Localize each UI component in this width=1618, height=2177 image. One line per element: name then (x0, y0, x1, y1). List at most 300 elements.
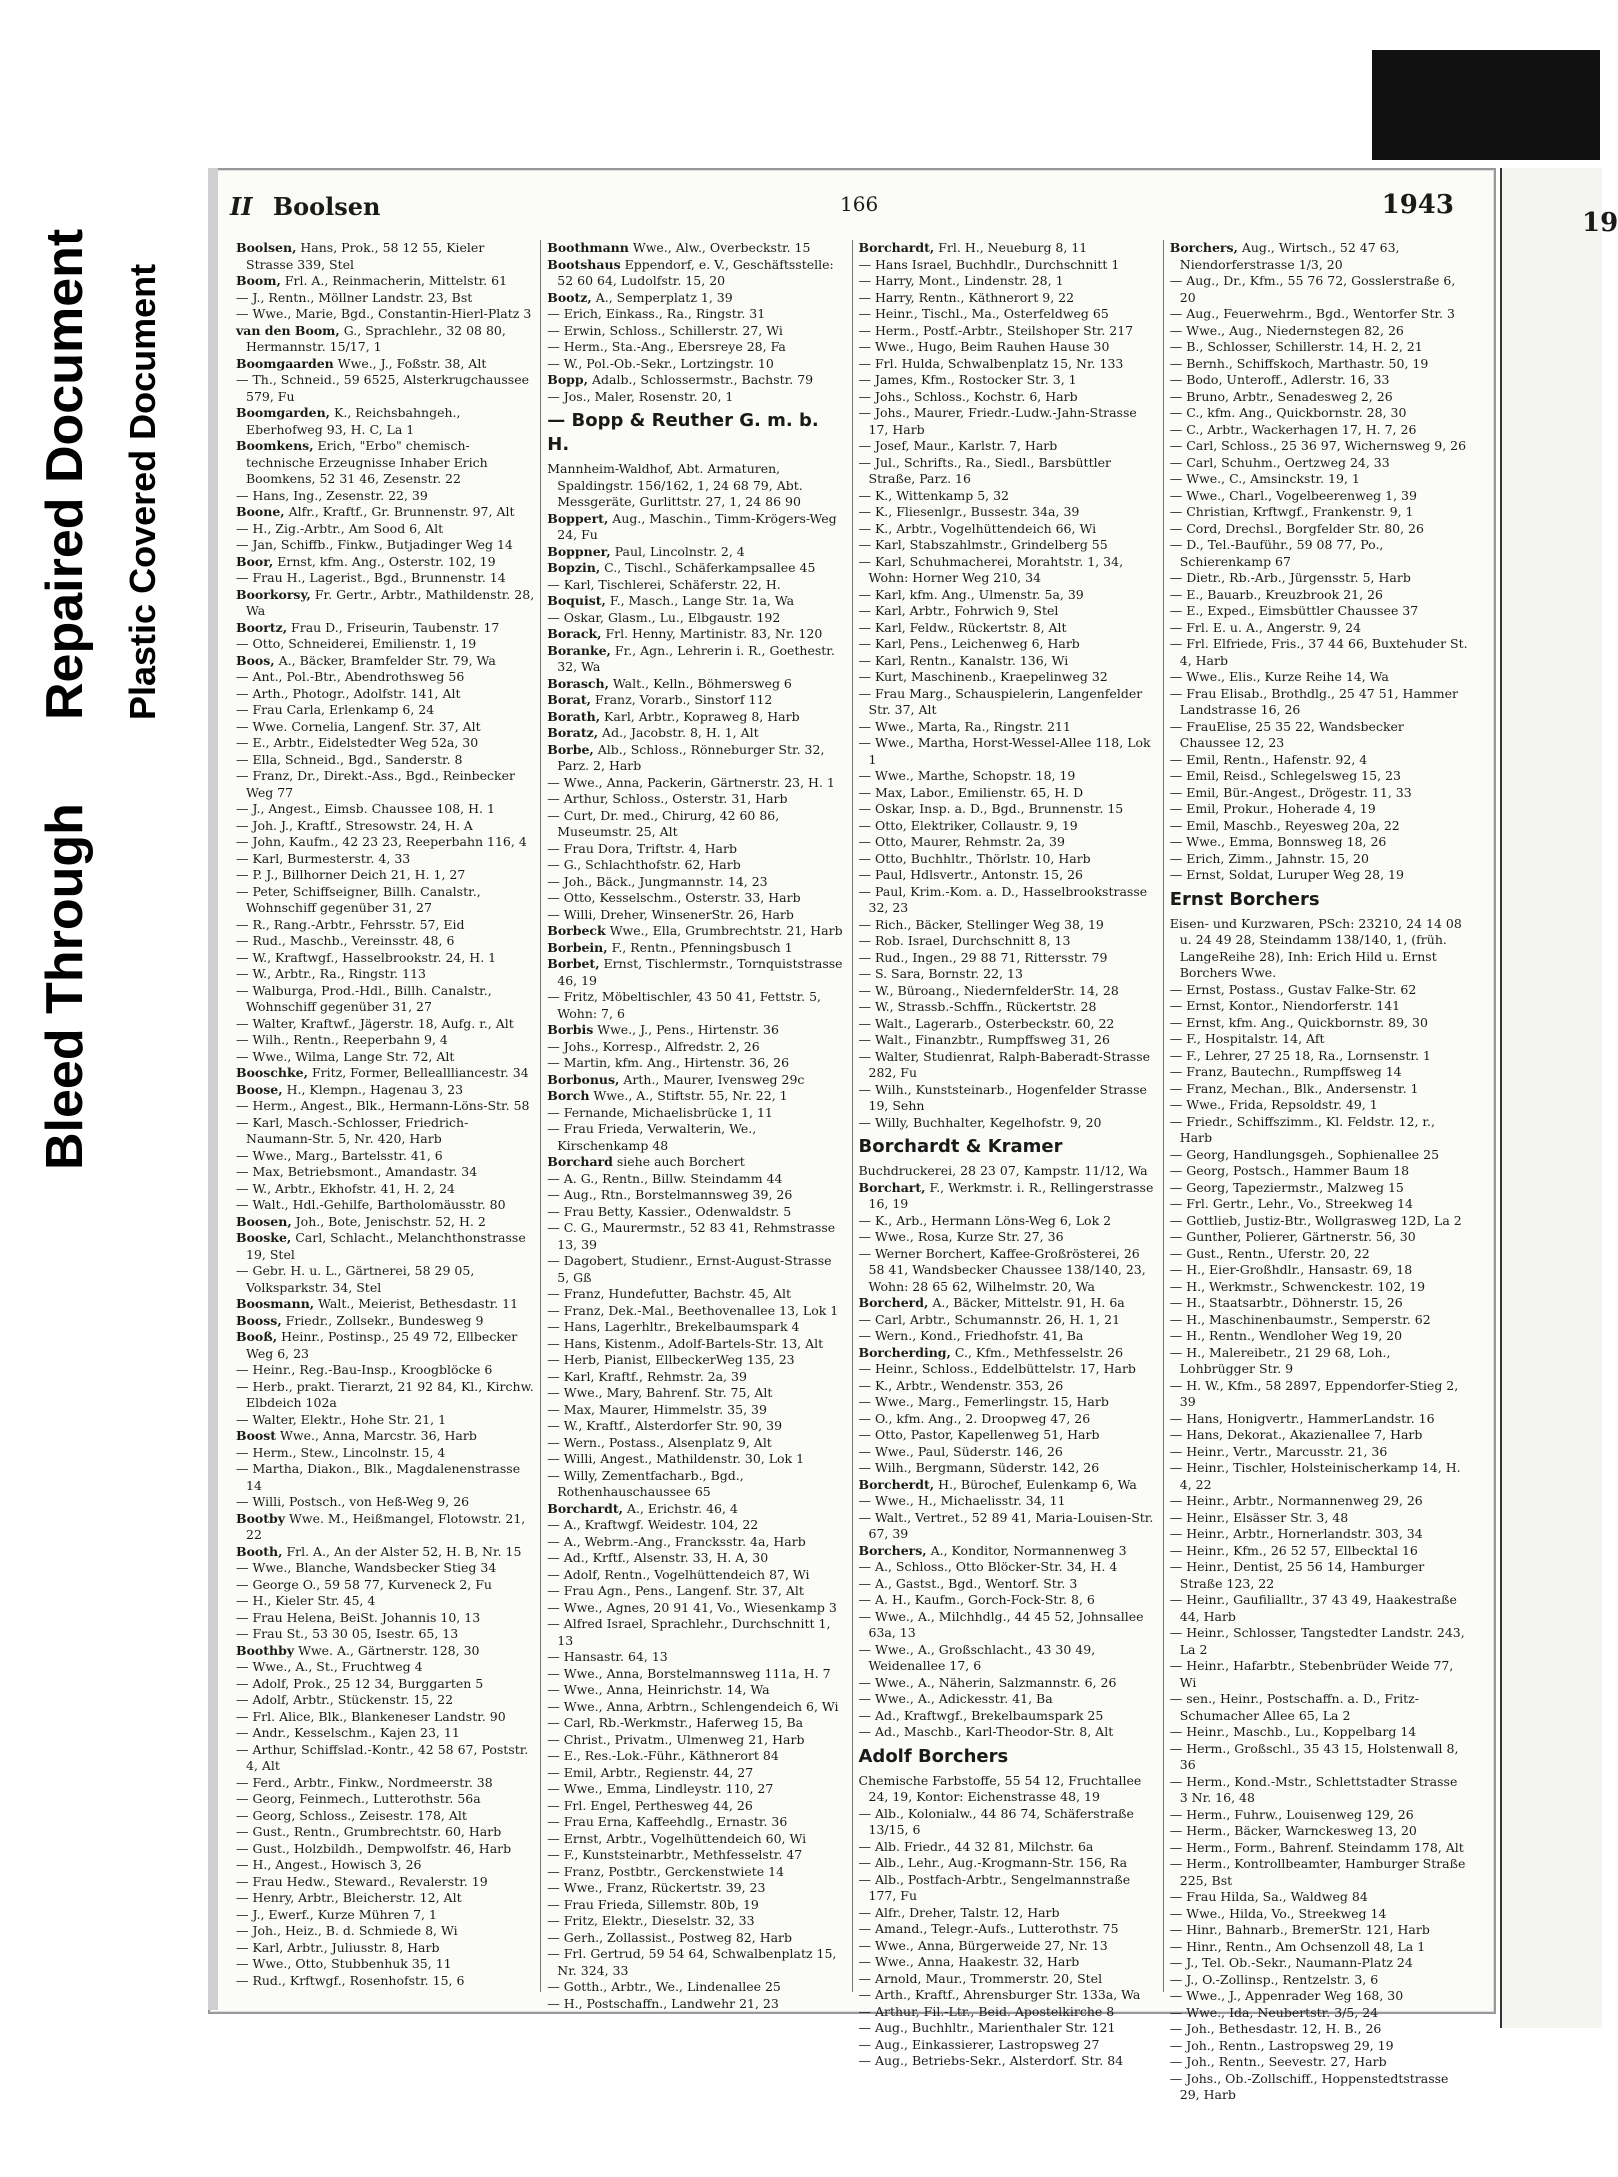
list-item (859, 620, 1157, 637)
list-item (236, 1049, 534, 1066)
list-item (859, 669, 1157, 686)
entry-details: — Herm., Angest., Blk., Hermann-Löns-Str. 58 (236, 1098, 530, 1113)
entry-details: — Herm., Großschl., 35 43 15, Holstenwall 8, 36 (1169, 1740, 1459, 1772)
entry-details: — Frl. Alice, Blk., Blankeneser Landstr. 90 (236, 1708, 506, 1724)
entry-details: — Paul, Krim.-Kom. a. D., Hasselbrookstrasse 32, 23 (858, 883, 1148, 915)
entry-details: — Walt., Vertret., 52 89 41, Maria-Louisen-Str. 67, 39 (858, 1509, 1154, 1541)
side-caption-svg (20, 228, 170, 1190)
list-item (1170, 1741, 1468, 1774)
entry-details: — Otto, Schneiderei, Emilienstr. 1, 19 (236, 636, 477, 651)
entry-details: — J., Angest., Eimsb. Chaussee 108, H. 1 (236, 801, 495, 816)
list-item (547, 1171, 845, 1188)
entry-details: — Frl. Gertr., Lehr., Vo., Streekweg 14 (1169, 1196, 1414, 1211)
entry-details: — Frau Frieda, Sillemstr. 80b, 19 (547, 1896, 759, 1912)
entry-details: — Wilh., Rentn., Reeperbahn 9, 4 (236, 1032, 448, 1047)
page-title: Boolsen (272, 192, 381, 221)
list-item (1170, 455, 1468, 472)
list-item (1170, 1064, 1468, 1081)
list-item (547, 742, 845, 775)
entry-details: — Wwe., Marie, Bgd., Constantin-Hierl-Platz 3 (236, 306, 532, 321)
entry-details: — Ad., Krftf., Alsenstr. 33, H. A, 30 (547, 1550, 769, 1565)
list-item (547, 791, 845, 808)
list-item (547, 356, 845, 373)
list-item (1170, 1972, 1468, 1989)
entry-surname: Booß, (236, 1329, 278, 1344)
entry-details: — Otto, Kesselschm., Osterstr. 33, Harb (547, 890, 801, 905)
entry-details: — Wwe., A., St., Fruchtweg 4 (236, 1659, 423, 1674)
list-item (236, 768, 534, 801)
entry-details: — Christ., Privatm., Ulmenweg 21, Harb (547, 1731, 805, 1747)
list-item (859, 785, 1157, 802)
entry-details: — Dagobert, Studienr., Ernst-August-Strasse 5, Gß (547, 1253, 832, 1285)
list-item (236, 801, 534, 818)
list-item (236, 966, 534, 983)
entry-details: — Hinr., Bahnarb., BremerStr. 121, Harb (1169, 1922, 1430, 1937)
list-item (859, 1460, 1157, 1477)
entry-details: — S. Sara, Bornstr. 22, 13 (858, 966, 1023, 981)
list-item (859, 1229, 1157, 1246)
entry-details: — J., Ewerf., Kurze Mühren 7, 1 (236, 1906, 437, 1922)
entry-details: Mannheim-Waldhof, Abt. Armaturen, Spaldingstr. 156/162, 1, 24 68 79, Abt. Messgeräte, Gurlittstr. 27, 1, 24 86 90 (547, 461, 803, 509)
list-item (547, 692, 845, 709)
list-item (547, 544, 845, 561)
entry-details: G., Sprachlehr., 32 08 80, Hermannstr. 15/17, 1 (246, 322, 506, 354)
entry-details: — Herm., Form., Bahrenf. Steindamm 178, Alt (1169, 1839, 1464, 1855)
entry-details: — Karl, kfm. Ang., Ulmenstr. 5a, 39 (858, 586, 1084, 602)
list-item (547, 1913, 845, 1930)
entry-details: — Wwe., Hilda, Vo., Streekweg 14 (1169, 1905, 1387, 1921)
entry-details: Frl. H., Neueburg 8, 11 (938, 240, 1088, 255)
list-item (236, 1692, 534, 1709)
list-item (859, 290, 1157, 307)
entry-details: — Karl, Kraftf., Rehmstr. 2a, 39 (547, 1368, 747, 1384)
entry-surname: Boortz, (236, 619, 288, 635)
list-item (859, 1592, 1157, 1609)
list-item (1170, 851, 1468, 868)
list-item (859, 1543, 1157, 1560)
entry-details: — P. J., Billhorner Deich 21, H. 1, 27 (236, 867, 466, 882)
list-item (236, 1412, 534, 1429)
list-item (236, 1841, 534, 1858)
entry-details: A., Erichstr. 46, 4 (626, 1500, 738, 1516)
entry-surname: Boose, (236, 1081, 283, 1097)
entry-surname: Boone, (236, 504, 285, 519)
entry-details: — Harry, Mont., Lindenstr. 28, 1 (858, 273, 1064, 288)
list-item (1170, 669, 1468, 686)
entry-details: Frl. Henny, Martinistr. 83, Nr. 120 (605, 626, 823, 641)
entry-surname: Booske, (236, 1230, 292, 1245)
entry-surname: Borbein, (547, 939, 608, 955)
entry-details: Arth., Maurer, Ivensweg 29c (623, 1071, 805, 1087)
entry-details: — Otto, Elektriker, Collaustr. 9, 19 (858, 817, 1078, 833)
entry-details: — Frau Agn., Pens., Langenf. Str. 37, Alt (547, 1583, 804, 1598)
entry-details: — Karl, Rentn., Kanalstr. 136, Wi (858, 652, 1069, 668)
entry-details: — Peter, Schiffseigner, Billh. Canalstr., Wohnschiff gegenüber 31, 27 (236, 883, 481, 915)
entry-details: — Georg, Handlungsgeh., Sophienallee 25 (1169, 1146, 1440, 1162)
column-3 (853, 240, 1164, 2068)
entry-details: A., Bäcker, Mittelstr. 91, H. 6a (932, 1295, 1125, 1310)
list-item (236, 1643, 534, 1660)
list-item (236, 686, 534, 703)
entry-surname: Borasch, (547, 675, 609, 691)
list-item (236, 570, 534, 587)
list-item (859, 851, 1157, 868)
entry-details: — Heinr., Schlosser, Tangstedter Landstr. 243, La 2 (1169, 1625, 1465, 1657)
list-item (547, 1814, 845, 1831)
list-item (236, 1775, 534, 1792)
list-item (547, 940, 845, 957)
entry-details: — Fritz, Möbeltischler, 43 50 41, Fettstr. 5, Wohn: 7, 6 (547, 989, 822, 1021)
list-item (859, 2053, 1157, 2070)
entry-details: — Gunther, Polierer, Gärtnerstr. 56, 30 (1169, 1229, 1416, 1244)
list-item (236, 1610, 534, 1627)
list-item (1170, 2071, 1468, 2104)
list-item (236, 1263, 534, 1296)
list-item (859, 1180, 1157, 1213)
list-item (859, 933, 1157, 950)
entry-details: — Wwe., Otto, Stubbenhuk 35, 11 (236, 1956, 452, 1971)
page-header (230, 190, 1474, 226)
caption-plastic: Plastic Covered Document (122, 263, 163, 720)
list-item (236, 290, 534, 307)
list-item (236, 1676, 534, 1693)
list-item (859, 1987, 1157, 2004)
list-item (236, 917, 534, 934)
list-item (1170, 422, 1468, 439)
entry-details: — Wern., Postass., Alsenplatz 9, Alt (547, 1434, 772, 1450)
list-item (547, 372, 845, 389)
list-item (859, 438, 1157, 455)
entry-details: — Joh. J., Kraftf., Stresowstr. 24, H. A (236, 817, 473, 833)
entry-details: — Joh., Rentn., Lastropsweg 29, 19 (1169, 2037, 1394, 2053)
entry-details: — Emil, Reisd., Schlegelsweg 15, 23 (1169, 768, 1401, 783)
entry-details: Frl. A., Reinmacherin, Mittelstr. 61 (284, 273, 508, 288)
entry-details: — Frau Carla, Erlenkamp 6, 24 (236, 702, 435, 717)
list-item (1170, 471, 1468, 488)
entry-details: K., Reichsbahngeh., Eberhofweg 93, H. C, La 1 (246, 405, 461, 437)
list-item (236, 884, 534, 917)
list-item (859, 1345, 1157, 1362)
entry-details: — Heinr., Tischl., Ma., Osterfeldweg 65 (858, 306, 1109, 321)
entry-details: — Herm., Stew., Lincolnstr. 15, 4 (236, 1444, 446, 1460)
entry-details: — Heinr., Vertr., Marcusstr. 21, 36 (1169, 1443, 1388, 1459)
entry-details: C., Tischl., Schäferkampsallee 45 (604, 560, 816, 575)
entry-details: — Aug., Feuerwehrm., Bgd., Wentorfer Str. 3 (1169, 306, 1455, 321)
entry-surname: Borchart, (858, 1179, 926, 1195)
entry-details: — Frl. E. u. A., Angerstr. 9, 24 (1169, 619, 1362, 635)
entry-surname: Boppert, (547, 510, 609, 526)
list-item (236, 240, 534, 273)
entry-details: — H., Staatsarbtr., Döhnerstr. 15, 26 (1169, 1295, 1403, 1310)
list-item (859, 1477, 1157, 1494)
list-item (859, 1609, 1157, 1642)
entry-details: — Johs., Korresp., Alfredstr. 2, 26 (547, 1038, 760, 1054)
list-item (859, 653, 1157, 670)
entry-details: — Wwe., A., Milchhdlg., 44 45 52, Johnsallee 63a, 13 (858, 1608, 1144, 1640)
list-item (859, 1394, 1157, 1411)
entry-details: — Wwe., Hugo, Beim Rauhen Hause 30 (858, 339, 1110, 354)
list-item (236, 1164, 534, 1181)
entry-details: — Werner Borchert, Kaffee-Großrösterei, 26 58 41, Wandsbecker Chaussee 138/140, 23, Wohn: 28 65 62, Wilhelmstr. 20, Wa (858, 1245, 1146, 1294)
list-item (236, 1626, 534, 1643)
list-item (1170, 2054, 1468, 2071)
entry-details: — Fernande, Michaelisbrücke 1, 11 (547, 1104, 773, 1120)
entry-details: — Franz, Bautechn., Rumpffsweg 14 (1169, 1064, 1402, 1079)
entry-details: — Wwe., Mary, Bahrenf. Str. 75, Alt (547, 1385, 773, 1400)
entry-details: — Henry, Arbtr., Bleicherstr. 12, Alt (236, 1890, 462, 1905)
entry-details: — Heinr., Elsässer Str. 3, 48 (1169, 1509, 1349, 1525)
entry-details: — Carl, Schuhm., Oertzweg 24, 33 (1169, 454, 1390, 470)
list-item (1170, 1510, 1468, 1527)
list-item (547, 1418, 845, 1435)
list-item (236, 1032, 534, 1049)
entry-details: — James, Kfm., Rostocker Str. 3, 1 (858, 372, 1077, 387)
list-item (547, 1930, 845, 1947)
entry-surname: Boos, (236, 652, 275, 668)
list-item (859, 1016, 1157, 1033)
list-item (547, 511, 845, 544)
list-item (1170, 1345, 1468, 1378)
list-item (1170, 1939, 1468, 1956)
list-item (547, 560, 845, 577)
entry-surname: Boosmann, (236, 1296, 315, 1311)
list-item (859, 1921, 1157, 1938)
entry-details: — Wwe. Cornelia, Langenf. Str. 37, Alt (236, 718, 481, 734)
entry-details: — Rob. Israel, Durchschnitt 8, 13 (858, 933, 1071, 948)
entry-details: — Rud., Ingen., 29 88 71, Rittersstr. 79 (858, 949, 1108, 965)
list-item (859, 686, 1157, 719)
list-item (1170, 768, 1468, 785)
list-item (1170, 1856, 1468, 1889)
entry-details: Aug., Wirtsch., 52 47 63, Niendorferstrasse 1/3, 20 (1179, 240, 1400, 272)
entry-details: — F., Kunststeinarbtr., Methfesselstr. 47 (547, 1847, 803, 1862)
entry-surname: Boom, (236, 273, 281, 288)
entry-surname: Borcherdt, (858, 1476, 935, 1492)
entry-details: — H., Rentn., Wendloher Weg 19, 20 (1169, 1328, 1403, 1343)
entry-surname: Borbonus, (547, 1071, 620, 1087)
entry-surname: Borbe, (547, 741, 594, 757)
entry-details: — Rud., Krftwgf., Rosenhofstr. 15, 6 (236, 1972, 465, 1988)
entry-details: — Arthur, Schloss., Osterstr. 31, Harb (547, 791, 788, 806)
list-item (236, 1560, 534, 1577)
entry-details: — Gerh., Zollassist., Postweg 82, Harb (547, 1929, 793, 1945)
list-item (547, 290, 845, 307)
list-item (547, 676, 845, 693)
directory-page (208, 168, 1496, 2102)
entry-details: — Emil, Maschb., Reyesweg 20a, 22 (1169, 817, 1400, 833)
list-item (1170, 1163, 1468, 1180)
entry-details: Wwe., Alw., Overbeckstr. 15 (632, 240, 811, 255)
caption-bleed-through: Bleed Through (36, 803, 94, 1170)
column-4 (1164, 240, 1474, 2102)
entry-surname: Boosen, (236, 1213, 292, 1229)
list-item (547, 1369, 845, 1386)
entry-details: — Willy, Buchhalter, Kegelhofstr. 9, 20 (858, 1114, 1102, 1130)
entry-details: — W., Kraftf., Alsterdorfer Str. 90, 39 (547, 1418, 783, 1433)
list-item (859, 240, 1157, 257)
list-item (1170, 1180, 1468, 1197)
list-item (859, 554, 1157, 587)
entry-surname: Boost (236, 1428, 277, 1443)
list-item (547, 1699, 845, 1716)
entry-details: — Walt., Lagerarb., Osterbeckstr. 60, 22 (858, 1015, 1115, 1031)
entry-details: — Oskar, Insp. a. D., Bgd., Brunnenstr. 15 (858, 801, 1124, 816)
entry-details: — Walt., Finanzbtr., Rumpffsweg 31, 26 (858, 1032, 1110, 1047)
list-item (236, 834, 534, 851)
list-item (236, 1593, 534, 1610)
list-item (1170, 1840, 1468, 1857)
entry-details: — B., Schlosser, Schillerstr. 14, H. 2, 21 (1169, 339, 1423, 354)
list-item (236, 1808, 534, 1825)
entry-details: — Hans, Kistenm., Adolf-Bartels-Str. 13, Alt (547, 1335, 824, 1351)
list-item (859, 867, 1157, 884)
list-item (1170, 438, 1468, 455)
entry-details: — W., Büroang., NiedernfelderStr. 14, 28 (858, 982, 1119, 998)
list-item (236, 537, 534, 554)
entry-details: — Wwe., J., Appenrader Weg 168, 30 (1169, 1988, 1404, 2003)
list-item (859, 1049, 1157, 1082)
entry-details: — F., Lehrer, 27 25 18, Ra., Lornsenstr. 1 (1169, 1047, 1431, 1063)
entry-details: — Gust., Rentn., Grumbrechtstr. 60, Harb (236, 1824, 502, 1839)
list-item (236, 1874, 534, 1891)
entry-details: — Walter, Elektr., Hohe Str. 21, 1 (236, 1411, 447, 1427)
list-item (1170, 1097, 1468, 1114)
entry-details: — Aug., Rtn., Borstelmannsweg 39, 26 (547, 1187, 793, 1202)
entry-details: — Wwe., Anna, Arbtrn., Schlengendeich 6, Wi (547, 1698, 839, 1714)
list-item (547, 1600, 845, 1617)
list-item (859, 1905, 1157, 1922)
entry-details: Eppendorf, e. V., Geschäftsstelle: 52 60 64, Ludolfstr. 15, 20 (557, 256, 834, 288)
entry-details: — J., O.-Zollinsp., Rentzelstr. 3, 6 (1169, 1971, 1379, 1987)
entry-details: — Wwe., Marthe, Schopstr. 18, 19 (858, 768, 1076, 783)
entry-details: — Heinr., Dentist, 25 56 14, Hamburger Straße 123, 22 (1169, 1559, 1425, 1591)
list-item (236, 983, 534, 1016)
entry-details: — Fritz, Elektr., Dieselstr. 32, 33 (547, 1913, 755, 1928)
list-item (1170, 389, 1468, 406)
entry-details: — Herm., Postf.-Arbtr., Steilshoper Str. 217 (858, 322, 1134, 338)
entry-details: Wwe. M., Heißmangel, Flotowstr. 21, 22 (246, 1510, 526, 1542)
entry-details: — Heinr., Kfm., 26 52 57, Ellbecktal 16 (1169, 1542, 1418, 1558)
list-item (1170, 1114, 1468, 1147)
list-item (236, 1791, 534, 1808)
list-item (1170, 1279, 1468, 1296)
entry-details: F., Rentn., Pfenningsbusch 1 (611, 939, 793, 955)
list-item (1170, 1493, 1468, 1510)
entry-details: — Frl. Gertrud, 59 54 64, Schwalbenplatz 15, Nr. 324, 33 (547, 1946, 837, 1978)
entry-details: A., Bäcker, Bramfelder Str. 79, Wa (278, 652, 496, 668)
list-item (236, 1197, 534, 1214)
list-item (859, 323, 1157, 340)
entry-details: — Ernst, Arbtr., Vogelhüttendeich 60, Wi (547, 1830, 807, 1846)
list-item (547, 1319, 845, 1336)
advertisement-heading: Borchardt & Kramer (858, 1136, 1063, 1157)
list-item (236, 1973, 534, 1990)
list-item (1170, 998, 1468, 1015)
entry-details: — Wwe., Martha, Horst-Wessel-Allee 118, Lok 1 (858, 735, 1151, 767)
entry-details: — Karl, Feldw., Rückertstr. 8, Alt (858, 619, 1067, 635)
list-item (236, 306, 534, 323)
list-item (547, 907, 845, 924)
entry-details: — Frau St., 53 30 05, Isestr. 65, 13 (236, 1626, 459, 1641)
list-item (547, 643, 845, 676)
list-item (236, 719, 534, 736)
entry-details: Ernst, Tischlermstr., Tornquiststrasse 46, 19 (557, 956, 843, 988)
year: 1943 (1381, 190, 1454, 220)
list-item (547, 610, 845, 627)
entry-details: — Johs., Maurer, Friedr.-Ludw.-Jahn-Strasse 17, Harb (858, 405, 1137, 437)
list-item (236, 1362, 534, 1379)
entry-details: — H., Werkmstr., Schwenckestr. 102, 19 (1169, 1278, 1426, 1294)
entry-details: — Jan, Schiffb., Finkw., Butjadinger Weg 14 (236, 537, 513, 552)
list-item (547, 1798, 845, 1815)
entry-details: — Friedr., Schiffszimm., Kl. Feldstr. 12, r., Harb (1169, 1113, 1435, 1145)
entry-details: — Herb, Pianist, EllbeckerWeg 135, 23 (547, 1352, 795, 1367)
entry-details: — Wwe., A., Großschlacht., 43 30 49, Weidenallee 17, 6 (858, 1641, 1096, 1673)
entry-details: — Erich, Zimm., Jahnstr. 15, 20 (1169, 850, 1369, 866)
list-item (1170, 1444, 1468, 1461)
entry-details: — Adolf, Prok., 25 12 34, Burggarten 5 (236, 1675, 484, 1691)
list-item (236, 1181, 534, 1198)
list-item (859, 1163, 1157, 1180)
entry-details: — Frau Betty, Kassier., Odenwaldstr. 5 (547, 1203, 792, 1219)
entry-details: — H., Maschinenbaumstr., Semperstr. 62 (1169, 1311, 1431, 1327)
entry-surname: Bootshaus (547, 256, 621, 272)
list-item (1170, 1559, 1468, 1592)
entry-details: — A. H., Kaufm., Gorch-Fock-Str. 8, 6 (858, 1592, 1095, 1607)
entry-details: — Herm., Kond.-Mstr., Schlettstadter Strasse 3 Nr. 16, 48 (1169, 1773, 1458, 1805)
list-item (1170, 603, 1468, 620)
entry-details: Joh., Bote, Jenischstr. 52, H. 2 (295, 1213, 486, 1229)
entry-details: Wwe., J., Foßstr. 38, Alt (337, 355, 487, 371)
list-item (1170, 1196, 1468, 1213)
list-item (547, 1550, 845, 1567)
entry-details: — Jos., Maler, Rosenstr. 20, 1 (547, 388, 734, 404)
entry-surname: Boppner, (547, 543, 611, 559)
list-item (1170, 1229, 1468, 1246)
list-item (1170, 686, 1468, 719)
list-item (859, 504, 1157, 521)
list-item (547, 1946, 845, 1979)
entry-details: A., Semperplatz 1, 39 (595, 289, 733, 305)
entry-details: — W., Arbtr., Ekhofstr. 41, H. 2, 24 (236, 1180, 456, 1196)
entry-details: — Frl. Elfriede, Fris., 37 44 66, Buxtehuder St. 4, Harb (1169, 636, 1468, 668)
entry-details: — Heinr., Arbtr., Normannenweg 29, 26 (1169, 1493, 1423, 1508)
list-item (547, 874, 845, 891)
list-item (547, 1781, 845, 1798)
list-item (547, 461, 845, 511)
entry-details: — Karl, Arbtr., Juliusstr. 8, Harb (236, 1939, 440, 1955)
list-item (1170, 719, 1468, 752)
entry-details: — Gust., Rentn., Uferstr. 20, 22 (1169, 1245, 1370, 1261)
list-item (1170, 1889, 1468, 1906)
list-item (236, 1296, 534, 1313)
list-item (547, 1286, 845, 1303)
entry-details: — Martin, kfm. Ang., Hirtenstr. 36, 26 (547, 1055, 790, 1070)
list-item (547, 1666, 845, 1683)
entry-details: — Hansastr. 64, 13 (547, 1649, 668, 1664)
entry-details: — Wwe., Emma, Lindleystr. 110, 27 (547, 1781, 774, 1796)
list-item (859, 983, 1157, 1000)
list-item (547, 1385, 845, 1402)
entry-details: — Gottlieb, Justiz-Btr., Wollgrasweg 12D, La 2 (1169, 1212, 1462, 1228)
entry-details: Fr., Agn., Lehrerin i. R., Goethestr. 32, Wa (557, 642, 835, 674)
entry-details: — Hinr., Rentn., Am Ochsenzoll 48, La 1 (1169, 1938, 1426, 1954)
entry-details: Wwe., Ella, Grumbrechtstr. 21, Harb (609, 923, 843, 938)
list-item (1170, 834, 1468, 851)
list-item (859, 1576, 1157, 1593)
entry-details: — Frau Marg., Schauspielerin, Langenfelder Str. 37, Alt (858, 685, 1143, 717)
list-item (859, 1493, 1157, 1510)
